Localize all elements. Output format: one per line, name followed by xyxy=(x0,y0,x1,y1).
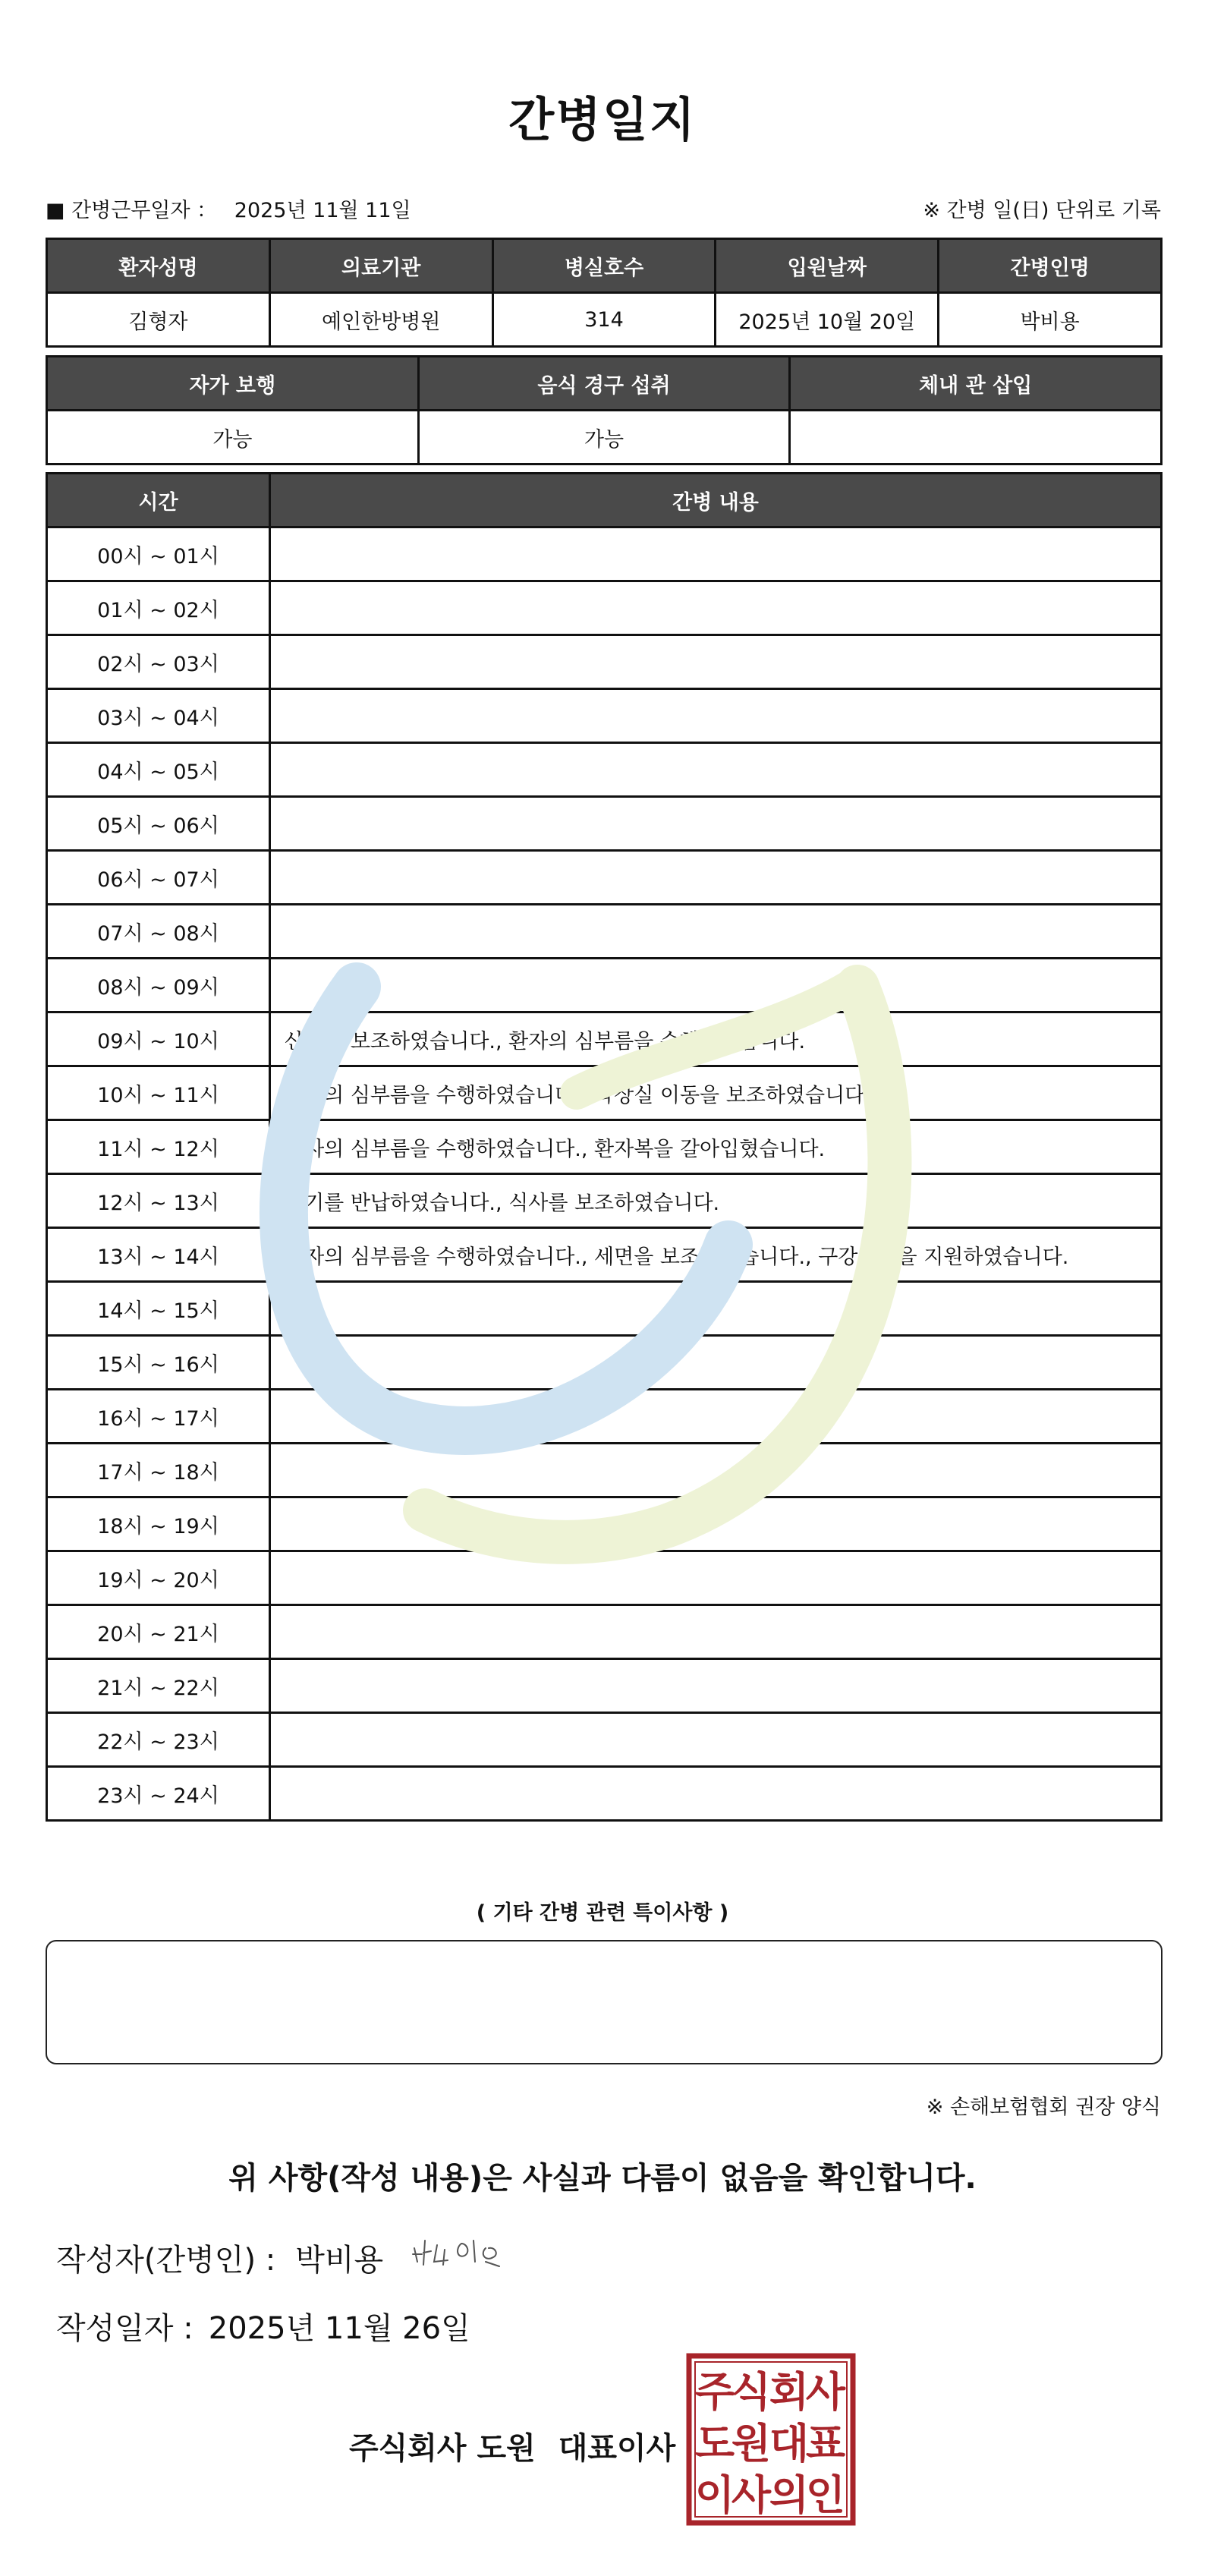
log-time: 01시 ~ 02시 xyxy=(47,581,270,635)
log-time: 02시 ~ 03시 xyxy=(47,635,270,689)
header-tube-insertion: 체내 관 삽입 xyxy=(790,357,1162,411)
seal-character: 주 xyxy=(694,2368,735,2416)
log-time: 04시 ~ 05시 xyxy=(47,743,270,797)
notes-title: ( 기타 간병 관련 특이사항 ) xyxy=(476,1901,729,1925)
seal-character: 식 xyxy=(731,2368,772,2416)
log-content xyxy=(270,689,1162,743)
seal-character: 인 xyxy=(805,2471,846,2519)
log-row xyxy=(47,1390,1162,1444)
log-row xyxy=(47,905,1162,959)
ability-table xyxy=(46,355,1163,465)
patient-header-row xyxy=(47,239,1162,293)
institution: 예인한방병원 xyxy=(269,293,492,347)
header-time: 시간 xyxy=(47,474,270,527)
log-content: 환자의 심부름을 수행하였습니다., 환자복을 갈아입혔습니다. xyxy=(270,1120,1162,1174)
log-row xyxy=(47,581,1162,635)
patient-name: 김형자 xyxy=(47,293,270,347)
company-name: 주식회사 도원 xyxy=(349,2431,536,2466)
log-time: 10시 ~ 11시 xyxy=(47,1066,270,1120)
log-content xyxy=(270,797,1162,851)
log-time: 17시 ~ 18시 xyxy=(47,1444,270,1497)
work-date-value: 2025년 11월 11일 xyxy=(234,199,411,222)
log-content xyxy=(270,1390,1162,1444)
log-row xyxy=(47,797,1162,851)
patient-value-row xyxy=(47,293,1162,347)
log-time: 18시 ~ 19시 xyxy=(47,1497,270,1551)
log-time: 13시 ~ 14시 xyxy=(47,1228,270,1282)
seal-character: 의 xyxy=(769,2471,810,2519)
writer-label: 작성자(간병인) : xyxy=(56,2243,276,2278)
unit-note: ※ 간병 일(日) 단위로 기록 xyxy=(923,199,1161,222)
log-time: 03시 ~ 04시 xyxy=(47,689,270,743)
log-row xyxy=(47,689,1162,743)
log-time: 12시 ~ 13시 xyxy=(47,1174,270,1228)
ability-header-row xyxy=(47,357,1162,411)
ability-value-row xyxy=(47,411,1162,464)
patient-info-table xyxy=(46,238,1163,348)
log-content xyxy=(270,959,1162,1012)
log-row xyxy=(47,1713,1162,1767)
log-content xyxy=(270,851,1162,905)
log-content xyxy=(270,527,1162,581)
seal-character: 사 xyxy=(731,2471,772,2519)
log-content: 환자의 심부름을 수행하였습니다., 세면을 보조하였습니다., 구강청결을 지원하였습니다. xyxy=(270,1228,1162,1282)
log-content: 환자의 심부름을 수행하였습니다., 화장실 이동을 보조하였습니다. xyxy=(270,1066,1162,1120)
seal-character: 원 xyxy=(731,2420,772,2467)
log-row xyxy=(47,743,1162,797)
header-institution: 의료기관 xyxy=(269,239,492,293)
log-time: 16시 ~ 17시 xyxy=(47,1390,270,1444)
header-caregiver-name: 간병인명 xyxy=(939,239,1162,293)
writer-line xyxy=(56,2236,383,2279)
log-time: 23시 ~ 24시 xyxy=(47,1767,270,1821)
log-time: 09시 ~ 10시 xyxy=(47,1012,270,1066)
log-time: 08시 ~ 09시 xyxy=(47,959,270,1012)
log-time: 07시 ~ 08시 xyxy=(47,905,270,959)
source-note: ※ 손해보험협회 권장 양식 xyxy=(926,2096,1161,2119)
log-row xyxy=(47,1120,1162,1174)
log-content xyxy=(270,1767,1162,1821)
log-content xyxy=(270,1659,1162,1713)
log-time: 19시 ~ 20시 xyxy=(47,1551,270,1605)
log-time: 06시 ~ 07시 xyxy=(47,851,270,905)
log-row xyxy=(47,1605,1162,1659)
log-content xyxy=(270,1605,1162,1659)
self-walking: 가능 xyxy=(47,411,419,464)
log-content xyxy=(270,1444,1162,1497)
log-row xyxy=(47,1767,1162,1821)
log-row xyxy=(47,635,1162,689)
seal-character: 대 xyxy=(769,2420,810,2467)
admission-date: 2025년 10월 20일 xyxy=(716,293,939,347)
log-content xyxy=(270,1336,1162,1390)
log-row xyxy=(47,1174,1162,1228)
header-care-content: 간병 내용 xyxy=(270,474,1162,527)
log-content: 산책을 보조하였습니다., 환자의 심부름을 수행하였습니다. xyxy=(270,1012,1162,1066)
log-content xyxy=(270,1282,1162,1336)
log-row xyxy=(47,1659,1162,1713)
notes-box xyxy=(46,1940,1163,2064)
log-time: 14시 ~ 15시 xyxy=(47,1282,270,1336)
oral-intake: 가능 xyxy=(418,411,790,464)
log-row xyxy=(47,1497,1162,1551)
log-time: 15시 ~ 16시 xyxy=(47,1336,270,1390)
header-patient-name: 환자성명 xyxy=(47,239,270,293)
company-seal xyxy=(686,2353,856,2526)
room-number: 314 xyxy=(492,293,716,347)
log-time: 22시 ~ 23시 xyxy=(47,1713,270,1767)
log-row xyxy=(47,1282,1162,1336)
header-self-walking: 자가 보행 xyxy=(47,357,419,411)
log-row xyxy=(47,1012,1162,1066)
log-row xyxy=(47,1336,1162,1390)
log-time: 00시 ~ 01시 xyxy=(47,527,270,581)
log-content xyxy=(270,1713,1162,1767)
log-row xyxy=(47,1228,1162,1282)
log-time: 20시 ~ 21시 xyxy=(47,1605,270,1659)
log-time: 11시 ~ 12시 xyxy=(47,1120,270,1174)
header-oral-intake: 음식 경구 섭취 xyxy=(418,357,790,411)
log-content xyxy=(270,581,1162,635)
company-rep-title: 대표이사 xyxy=(558,2431,676,2466)
log-time: 05시 ~ 06시 xyxy=(47,797,270,851)
log-time: 21시 ~ 22시 xyxy=(47,1659,270,1713)
seal-character: 회 xyxy=(769,2368,810,2416)
log-row xyxy=(47,1066,1162,1120)
work-date-label: ■ 간병근무일자 ： xyxy=(46,199,218,222)
company-line xyxy=(349,2424,675,2467)
seal-character: 도 xyxy=(694,2420,735,2467)
written-date-value: 2025년 11월 26일 xyxy=(208,2311,470,2346)
confirmation-statement: 위 사항(작성 내용)은 사실과 다름이 없음을 확인합니다. xyxy=(228,2161,977,2196)
log-content xyxy=(270,1497,1162,1551)
log-row xyxy=(47,1551,1162,1605)
header-admission-date: 입원날짜 xyxy=(716,239,939,293)
work-date xyxy=(46,194,411,223)
written-date-label: 작성일자 : xyxy=(56,2311,193,2346)
log-content xyxy=(270,635,1162,689)
log-row xyxy=(47,959,1162,1012)
caregiver-name: 박비용 xyxy=(939,293,1162,347)
seal-character: 표 xyxy=(805,2420,846,2467)
seal-character: 사 xyxy=(805,2368,846,2416)
written-date-line xyxy=(56,2304,470,2348)
tube-insertion xyxy=(790,411,1162,464)
log-row xyxy=(47,851,1162,905)
care-log-table xyxy=(46,472,1163,1822)
log-content xyxy=(270,1551,1162,1605)
log-row xyxy=(47,1444,1162,1497)
log-content xyxy=(270,905,1162,959)
log-row xyxy=(47,527,1162,581)
log-body xyxy=(47,527,1162,1821)
header-room-number: 병실호수 xyxy=(492,239,716,293)
writer-name: 박비용 xyxy=(295,2243,384,2278)
log-header-row xyxy=(47,474,1162,527)
log-content xyxy=(270,743,1162,797)
document-title: 간병일지 xyxy=(508,92,697,147)
seal-character: 이 xyxy=(694,2471,735,2519)
log-content: 식기를 반납하였습니다., 식사를 보조하였습니다. xyxy=(270,1174,1162,1228)
handwritten-signature xyxy=(410,2231,539,2277)
